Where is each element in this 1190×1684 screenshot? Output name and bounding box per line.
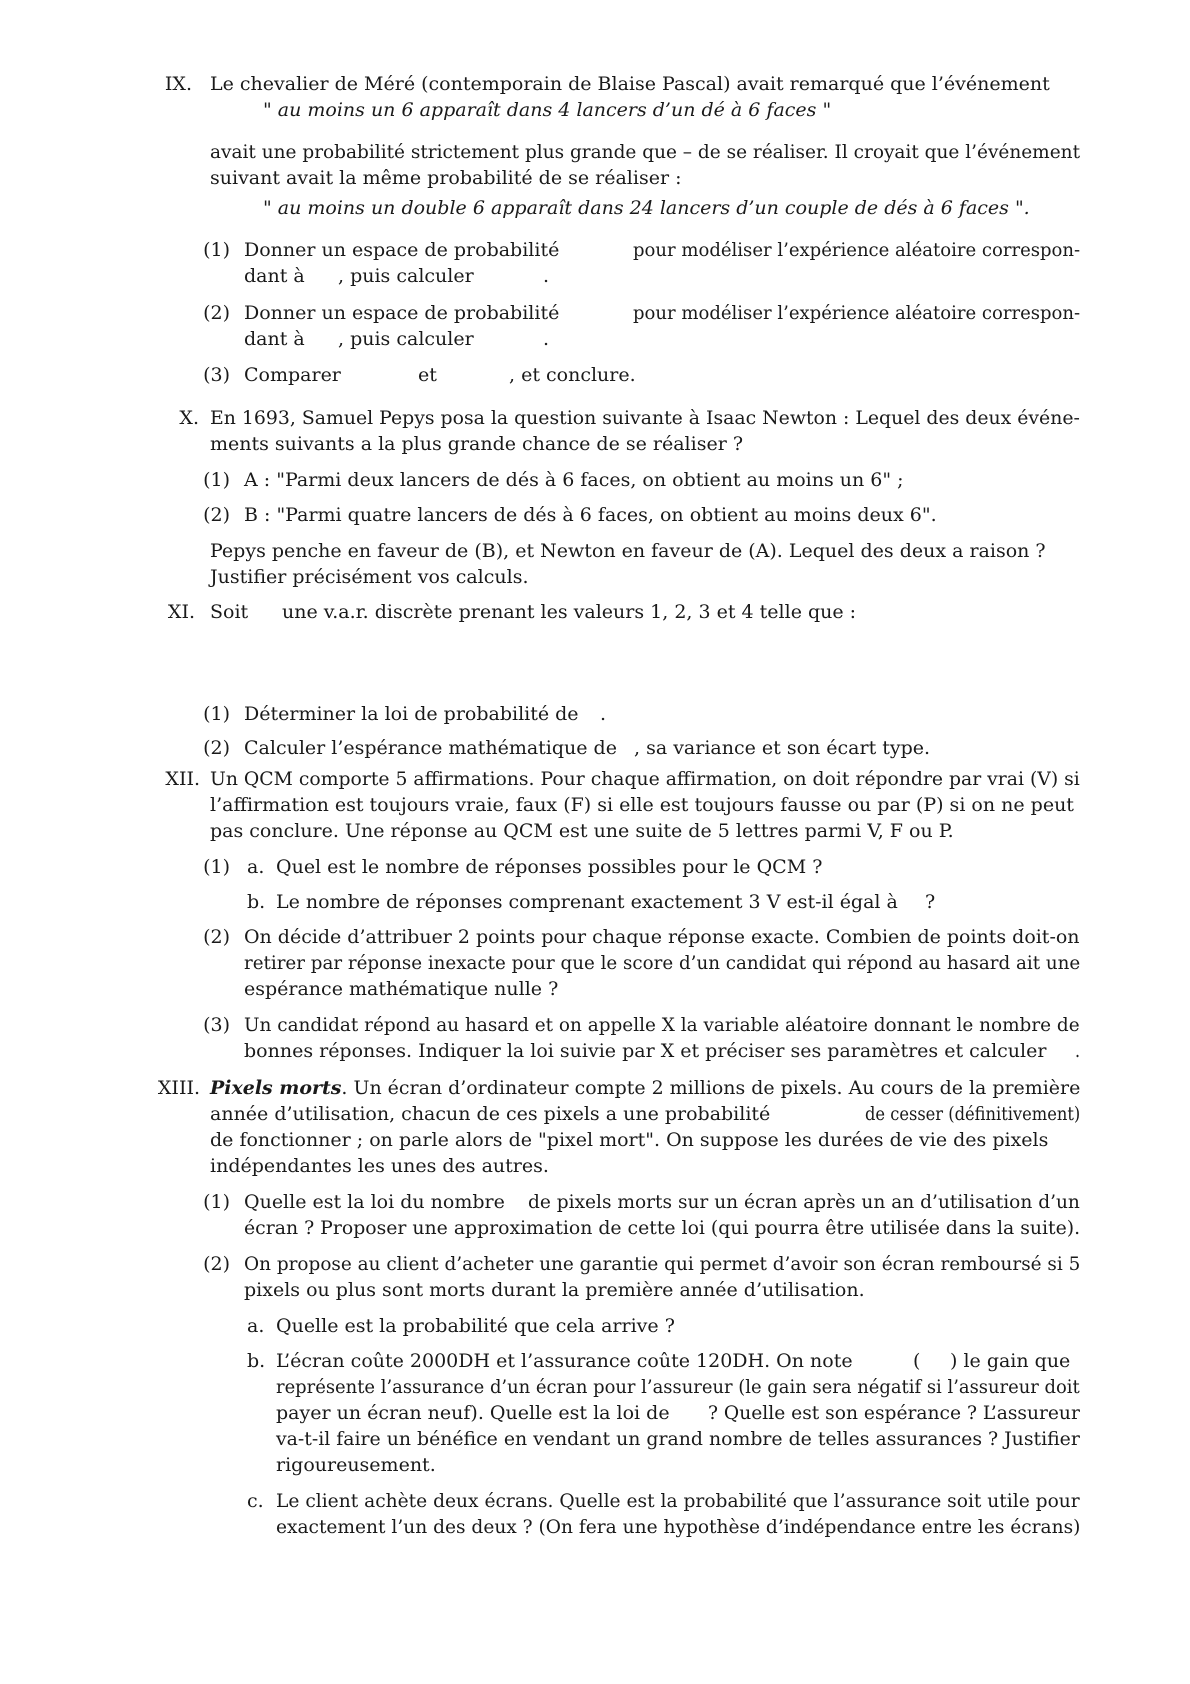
- question-number: (3): [203, 364, 230, 386]
- question-text: On décide d’attribuer 2 points pour chaque réponse exacte. Combien de points doit-on: [244, 926, 1080, 948]
- question-text: Donner un espace de probabilité: [244, 239, 560, 261]
- sub-question-letter: b.: [247, 1350, 266, 1372]
- question-number: (2): [203, 926, 230, 948]
- question-text: pour modéliser l’expérience aléatoire correspon-: [633, 302, 1081, 324]
- paragraph-line: de cesser (définitivement): [865, 1103, 1081, 1125]
- question-text: ?: [925, 891, 936, 913]
- question-text: , puis calculer: [338, 328, 474, 350]
- question-text: B : "Parmi quatre lancers de dés à 6 faces, on obtient au moins deux 6".: [244, 504, 937, 526]
- question-text: va-t-il faire un bénéfice en vendant un grand nombre de telles assurances ? Justifier: [276, 1428, 1080, 1450]
- question-text: dant à: [244, 328, 305, 350]
- question-text: On propose au client d’acheter une garantie qui permet d’avoir son écran remboursé si 5: [244, 1253, 1081, 1275]
- exercise-title: Pixels morts: [210, 1077, 342, 1099]
- paragraph-line: avait une probabilité strictement plus grande que – de se réaliser. Il croyait que l’événement: [210, 141, 1081, 163]
- question-text: Donner un espace de probabilité: [244, 302, 560, 324]
- sub-question-letter: a.: [247, 856, 265, 878]
- paragraph-line: Le chevalier de Méré (contemporain de Blaise Pascal) avait remarqué que l’événement: [210, 73, 1050, 95]
- exercise-number: IX.: [164, 73, 192, 95]
- question-number: (1): [203, 239, 230, 261]
- paragraph-line: En 1693, Samuel Pepys posa la question suivante à Isaac Newton : Lequel des deux événe-: [210, 407, 1080, 429]
- quoted-event: " au moins un 6 apparaît dans 4 lancers d’un dé à 6 faces ": [263, 99, 832, 121]
- exercise-number: X.: [179, 407, 199, 429]
- question-text: pixels ou plus sont morts durant la première année d’utilisation.: [244, 1279, 865, 1301]
- question-text: , et conclure.: [509, 364, 636, 386]
- paragraph-line: l’affirmation est toujours vraie, faux (F) si elle est toujours fausse ou par (P) si on ne peut: [210, 794, 1074, 816]
- question-text: ? Quelle est son espérance ? L’assureur: [708, 1402, 1080, 1424]
- sub-question-letter: c.: [247, 1490, 264, 1512]
- quoted-event: " au moins un double 6 apparaît dans 24 lancers d’un couple de dés à 6 faces ".: [263, 197, 1030, 219]
- question-text: et: [418, 364, 437, 386]
- question-number: (1): [203, 469, 230, 491]
- paragraph-line: année d’utilisation, chacun de ces pixels a une probabilité: [210, 1103, 771, 1125]
- question-text: Comparer: [244, 364, 341, 386]
- paragraph-line: ments suivants a la plus grande chance de se réaliser ?: [210, 433, 744, 455]
- question-text: exactement l’un des deux ? (On fera une hypothèse d’indépendance entre les écrans): [276, 1516, 1081, 1538]
- question-number: (2): [203, 504, 230, 526]
- question-text: Un candidat répond au hasard et on appelle X la variable aléatoire donnant le nombre de: [244, 1014, 1080, 1036]
- question-text: , puis calculer: [338, 265, 474, 287]
- question-text: retirer par réponse inexacte pour que le score d’un candidat qui répond au hasard ait une: [244, 952, 1081, 974]
- question-number: (1): [203, 1191, 230, 1213]
- paragraph-line: une v.a.r. discrète prenant les valeurs 1, 2, 3 et 4 telle que :: [282, 601, 857, 623]
- question-text: payer un écran neuf). Quelle est la loi de: [276, 1402, 670, 1424]
- question-number: (3): [203, 1014, 230, 1036]
- question-number: (1): [203, 856, 230, 878]
- question-number: (2): [203, 737, 230, 759]
- question-text: de pixels morts sur un écran après un an d’utilisation d’un: [528, 1191, 1080, 1213]
- question-text: A : "Parmi deux lancers de dés à 6 faces, on obtient au moins un 6" ;: [244, 469, 904, 491]
- exercise-number: XIII.: [157, 1077, 200, 1099]
- question-text: Déterminer la loi de probabilité de: [244, 703, 579, 725]
- paragraph-line: Pepys penche en faveur de (B), et Newton en faveur de (A). Lequel des deux a raison ?: [210, 540, 1046, 562]
- paragraph-line: . Un écran d’ordinateur compte 2 millions de pixels. Au cours de la première: [341, 1077, 1081, 1099]
- question-text: dant à: [244, 265, 305, 287]
- question-text: , sa variance et son écart type.: [634, 737, 931, 759]
- exercise-number: XI.: [167, 601, 195, 623]
- question-text: écran ? Proposer une approximation de cette loi (qui pourra être utilisée dans la suite).: [244, 1217, 1081, 1239]
- paragraph-line: pas conclure. Une réponse au QCM est une suite de 5 lettres parmi V, F ou P.: [210, 820, 954, 842]
- question-text: bonnes réponses. Indiquer la loi suivie par X et préciser ses paramètres et calculer: [244, 1040, 1047, 1062]
- sub-question-letter: a.: [247, 1315, 265, 1337]
- question-text: L’écran coûte 2000DH et l’assurance coûte 120DH. On note: [276, 1350, 853, 1372]
- paragraph-line: Justifier précisément vos calculs.: [210, 566, 529, 588]
- question-text: .: [543, 265, 550, 287]
- paragraph-line: Un QCM comporte 5 affirmations. Pour chaque affirmation, on doit répondre par vrai (V) si: [210, 768, 1080, 790]
- question-text: représente l’assurance d’un écran pour l’assureur (le gain sera négatif si l’assureur doit: [276, 1376, 1080, 1398]
- paragraph-line: suivant avait la même probabilité de se réaliser :: [210, 167, 682, 189]
- question-text: .: [600, 703, 607, 725]
- question-number: (1): [203, 703, 230, 725]
- question-text: Quel est le nombre de réponses possibles pour le QCM ?: [276, 856, 823, 878]
- question-text: .: [1075, 1040, 1081, 1062]
- question-number: (2): [203, 302, 230, 324]
- question-number: (2): [203, 1253, 230, 1275]
- exercise-number: XII.: [165, 768, 200, 790]
- question-text: Calculer l’espérance mathématique de: [244, 737, 617, 759]
- question-text: Quelle est la probabilité que cela arrive ?: [276, 1315, 675, 1337]
- question-text: Le nombre de réponses comprenant exactement 3 V est-il égal à: [276, 891, 898, 913]
- question-text: rigoureusement.: [276, 1454, 436, 1476]
- question-text: pour modéliser l’expérience aléatoire correspon-: [633, 239, 1081, 261]
- question-text: .: [543, 328, 550, 350]
- question-text: ) le gain que: [950, 1350, 1071, 1372]
- question-text: Quelle est la loi du nombre: [244, 1191, 505, 1213]
- question-text: espérance mathématique nulle ?: [244, 978, 559, 1000]
- sub-question-letter: b.: [247, 891, 266, 913]
- question-text: Le client achète deux écrans. Quelle est la probabilité que l’assurance soit utile pour: [276, 1490, 1080, 1512]
- paragraph-line: Soit: [210, 601, 249, 623]
- paragraph-line: indépendantes les unes des autres.: [210, 1155, 549, 1177]
- question-text: (: [913, 1350, 921, 1372]
- paragraph-line: de fonctionner ; on parle alors de "pixel mort". On suppose les durées de vie des pixels: [210, 1129, 1049, 1151]
